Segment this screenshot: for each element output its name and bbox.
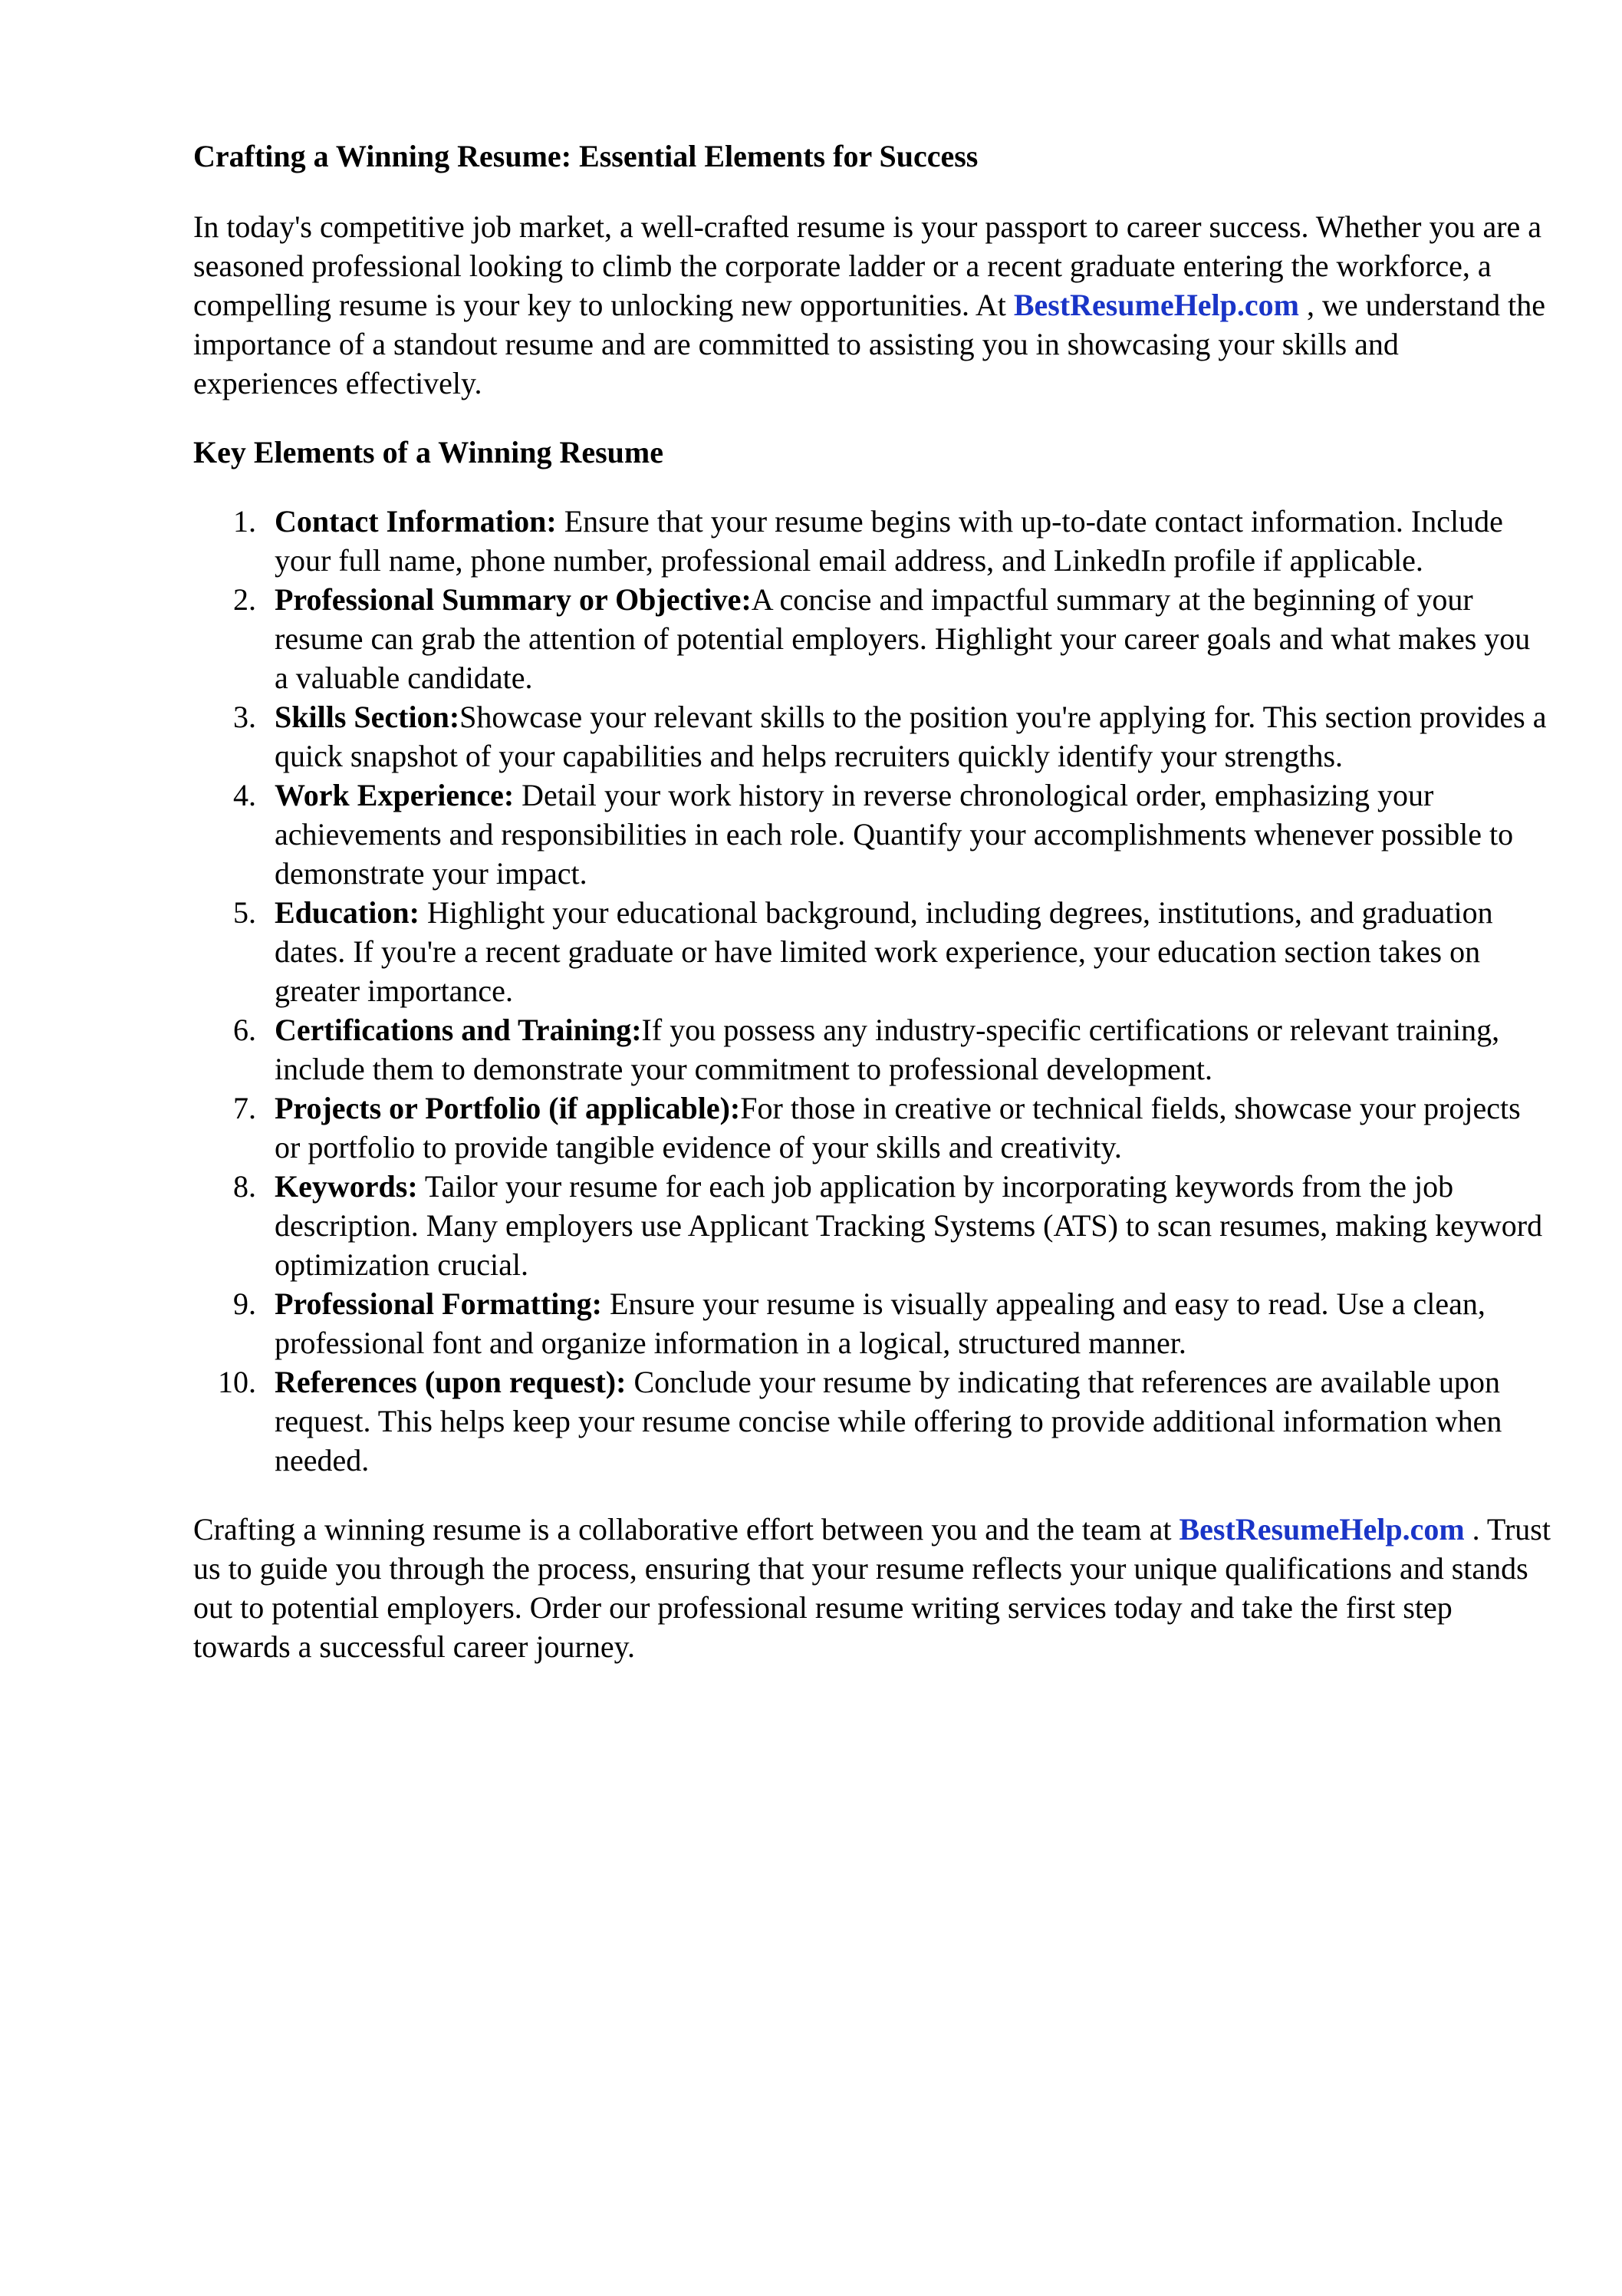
list-item: [233, 1010, 1551, 1089]
list-item-number: 9.: [233, 1286, 256, 1321]
list-item-term: Education:: [275, 895, 419, 930]
list-item: [218, 1362, 1551, 1480]
list-item: [233, 580, 1551, 697]
elements-list: [193, 502, 1551, 1480]
list-item-term: Projects or Portfolio (if applicable):: [275, 1091, 741, 1125]
list-item-number: 1.: [233, 504, 256, 539]
list-item: [233, 1089, 1551, 1167]
intro-text-before: In today's competitive job market, a well-crafted resume is your passport to career success. Whether you are a seasoned professional looking to climb the corporate ladder or a recent graduate entering the workforce, a compelling resume is your key to unlocking new opportunities. At: [193, 209, 1542, 322]
list-item-text: For those in creative or technical fields, showcase your projects or portfolio to provide tangible evidence of your skills and creativity.: [275, 1091, 1521, 1164]
list-item-text: Tailor your resume for each job application by incorporating keywords from the job description. Many employers use Applicant Tracking Systems (ATS) to scan resumes, making keyword optimization crucial.: [275, 1169, 1543, 1282]
list-item: [233, 1167, 1551, 1284]
list-item-term: Certifications and Training:: [275, 1013, 642, 1047]
list-item-text: Highlight your educational background, including degrees, institutions, and graduation dates. If you're a recent graduate or have limited work experience, your education section takes on greater importance.: [275, 895, 1493, 1008]
list-item: [233, 893, 1551, 1010]
list-item-term: References (upon request):: [275, 1365, 627, 1399]
list-item-number: 4.: [233, 778, 256, 812]
list-item-number: 6.: [233, 1013, 256, 1047]
intro-paragraph: [193, 207, 1551, 403]
list-item-term: Skills Section:: [275, 700, 460, 734]
list-item: [233, 697, 1551, 776]
list-item: [233, 1284, 1551, 1362]
list-item-number: 10.: [218, 1365, 256, 1399]
list-item-text: Ensure that your resume begins with up-to-date contact information. Include your full name, phone number, professional email address, and LinkedIn profile if applicable.: [275, 504, 1503, 578]
list-item-text: Ensure your resume is visually appealing and easy to read. Use a clean, professional font and organize information in a logical, structured manner.: [275, 1286, 1485, 1360]
closing-site-link[interactable]: BestResumeHelp.com: [1179, 1512, 1465, 1547]
intro-text-after: , we understand the importance of a standout resume and are committed to assisting you in showcasing your skills and experiences effectively.: [193, 288, 1546, 400]
list-item-number: 3.: [233, 700, 256, 734]
closing-text-before: Crafting a winning resume is a collaborative effort between you and the team at: [193, 1512, 1179, 1547]
list-item-text: Conclude your resume by indicating that references are available upon request. This helps keep your resume concise while offering to provide additional information when needed.: [275, 1365, 1502, 1477]
list-item-term: Professional Formatting:: [275, 1286, 602, 1321]
list-item-text: If you possess any industry-specific certifications or relevant training, include them to demonstrate your commitment to professional development.: [275, 1013, 1500, 1086]
list-item: [233, 502, 1551, 580]
closing-paragraph: [193, 1510, 1551, 1666]
list-item-term: Professional Summary or Objective:: [275, 582, 752, 617]
list-item-text: Showcase your relevant skills to the position you're applying for. This section provides a quick snapshot of your capabilities and helps recruiters quickly identify your strengths.: [275, 700, 1547, 773]
list-item-term: Work Experience:: [275, 778, 515, 812]
list-item: [233, 776, 1551, 893]
list-item-number: 8.: [233, 1169, 256, 1204]
list-item-term: Keywords:: [275, 1169, 418, 1204]
section-heading: Key Elements of a Winning Resume: [193, 435, 663, 469]
document-body: [193, 137, 1551, 1666]
document-title: Crafting a Winning Resume: Essential Elements for Success: [193, 139, 979, 173]
list-item-number: 7.: [233, 1091, 256, 1125]
closing-text-after: . Trust us to guide you through the process, ensuring that your resume reflects your unique qualifications and stands out to potential employers. Order our professional resume writing services today and take the first step towards a successful career journey.: [193, 1512, 1551, 1664]
list-item-text: A concise and impactful summary at the beginning of your resume can grab the attention of potential employers. Highlight your career goals and what makes you a valuable candidate.: [275, 582, 1531, 695]
list-item-number: 5.: [233, 895, 256, 930]
list-item-number: 2.: [233, 582, 256, 617]
list-item-text: Detail your work history in reverse chronological order, emphasizing your achievements and responsibilities in each role. Quantify your accomplishments whenever possible to demonstrate your impact.: [275, 778, 1514, 891]
intro-site-link[interactable]: BestResumeHelp.com: [1013, 288, 1299, 322]
list-item-term: Contact Information:: [275, 504, 557, 539]
